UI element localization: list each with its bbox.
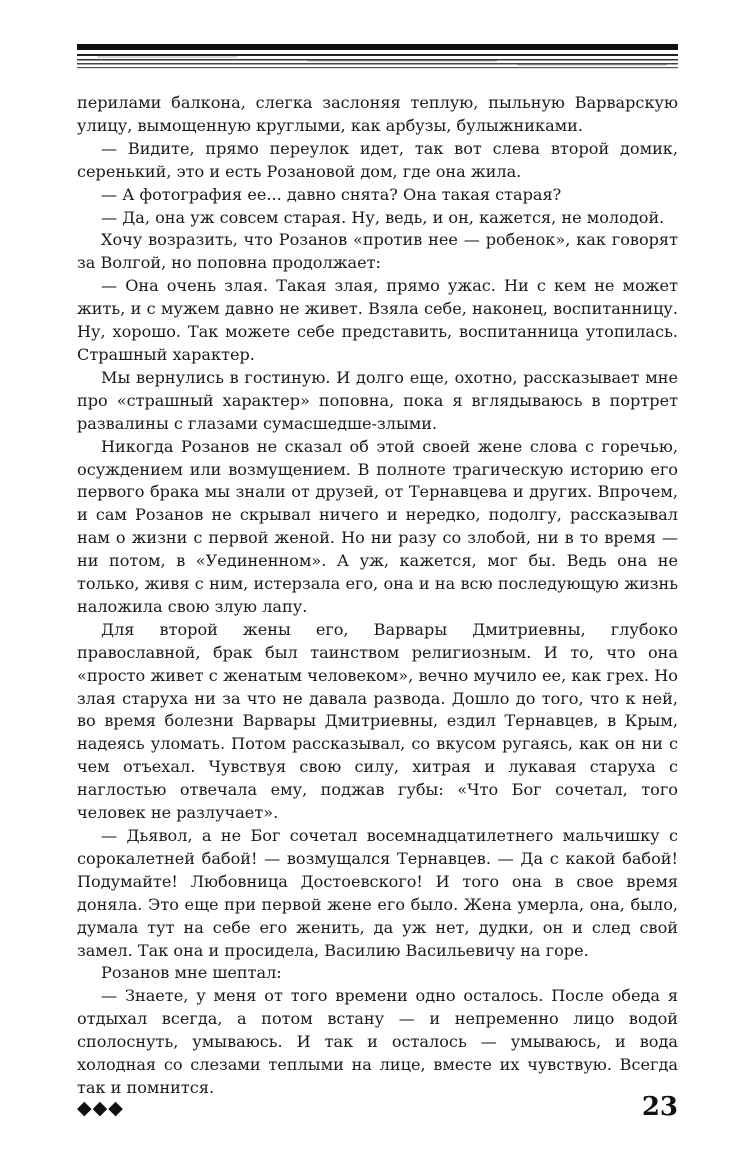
paragraph-12: — Знаете, у меня от того времени одно осталось. После обеда я отдыхал всегда, а потом встану — и непременно лицо водой сполоснуть, умываюсь. И так и осталось — умываюсь, и вода холодная со слезами теплыми на лице, вместе их чувствую. Всегда так и помнится. bbox=[77, 986, 678, 1097]
paragraph-4: — Да, она уж совсем старая. Ну, ведь, и он, кажется, не молодой. bbox=[101, 207, 665, 227]
footer-ornament: ◆◆◆ bbox=[77, 1097, 124, 1119]
paragraph-10: — Дьявол, а не Бог сочетал восемнадцатилетнего мальчишку с сорокалетней бабой! — возмущался Тернавцев. — Да с какой бабой! Подумайте! Любовница Достоевского! И того она в свое время донялa. Это еще при первой жене его было. Жена умерла, она, было, думала тут на себе его женить, да уж нет, дудки, он и след свой замел. Так она и просидела, Василию Васильевичу на горе. bbox=[77, 826, 678, 960]
body-text bbox=[77, 92, 678, 1100]
paragraph-3: — А фотография ее... давно снята? Она такая старая? bbox=[101, 184, 562, 204]
paragraph-9: Для второй жены его, Варвары Дмитриевны, глубоко православной, брак был таинством религиозным. И то, что она «просто живет с женатым человеком», вечно мучило ее, как грех. Но злая старуха ни за что не давала развода. Дошло до того, что к ней, во время болезни Варвары Дмитриевны, ездил Тернавцев, в Крым, надеясь уломать. Потом рассказывал, со вкусом ругаясь, как он ни с чем отъехал. Чувствуя свою силу, хитрая и лукавая старуха с наглостью отвечала ему, поджав губы: «Что Бог сочетал, того человек не разлучает». bbox=[77, 619, 678, 823]
paragraph-1: перилами балкона, слегка заслоняя теплую, пыльную Варварскую улицу, вымощенную круглыми, как арбузы, булыжниками. bbox=[77, 93, 678, 135]
page-number: 23 bbox=[641, 1092, 678, 1122]
header-rule bbox=[77, 44, 678, 74]
paragraph-6: — Она очень злая. Такая злая, прямо ужас. Ни с кем не может жить, и с мужем давно не живет. Взяла себе, наконец, воспитанницу. Ну, хорошо. Так можете себе представить, воспитанница утопилась. Страшный характер. bbox=[77, 276, 678, 364]
paragraph-2: — Видите, прямо переулок идет, так вот слева второй домик, серенький, это и есть Розановой дом, где она жила. bbox=[77, 138, 678, 181]
paragraph-5: Хочу возразить, что Розанов «против нее — робенок», как говорят за Волгой, но поповна продолжает: bbox=[77, 230, 678, 273]
decorative-rule-lines bbox=[77, 44, 678, 74]
paragraph-7: Мы вернулись в гостиную. И долго еще, охотно, рассказывает мне про «страшный характер» поповна, пока я вглядываюсь в портрет развалины с глазами сумасшедше-злыми. bbox=[77, 367, 678, 433]
paragraph-8: Никогда Розанов не сказал об этой своей жене слова с горечью, осуждением или возмущением. В полноте трагическую историю его первого брака мы знали от друзей, от Тернавцева и других. Впрочем, и сам Розанов не скрывал ничего и нередко, подолгу, рассказывал нам о жизни с первой женой. Но ни разу со злобой, ни в то время — ни потом, в «Уединенном». А уж, кажется, мог бы. Ведь она не только, живя с ним, истерзала его, она и на всю последующую жизнь наложила свою злую лапу. bbox=[77, 436, 678, 616]
paragraph-11: Розанов мне шептал: bbox=[101, 963, 282, 983]
